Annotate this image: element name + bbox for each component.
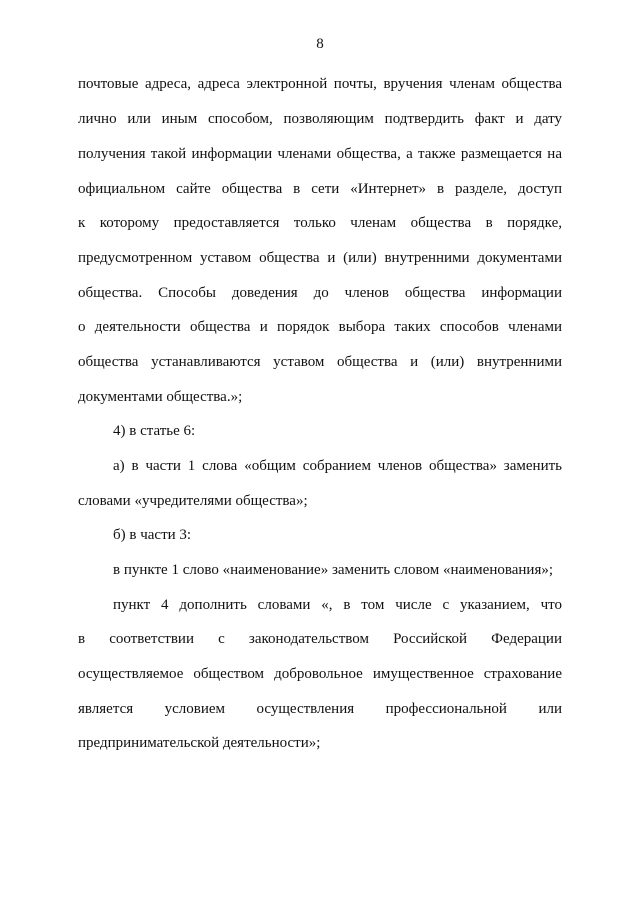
- text-line: 4) в статье 6:: [113, 423, 196, 439]
- text-line: предусмотренном уставом общества и (или) внутренними документами: [78, 250, 562, 266]
- text-line: б) в части 3:: [113, 527, 192, 543]
- text-line: общества устанавливаются уставом общества и (или) внутренними: [78, 354, 562, 370]
- text-line: почтовые адреса, адреса электронной почты, вручения членам общества: [78, 76, 562, 92]
- text-line: в соответствии с законодательством Российской Федерации: [78, 631, 562, 647]
- text-line: о деятельности общества и порядок выбора таких способов членами: [78, 319, 562, 335]
- text-line: пункт 4 дополнить словами «, в том числе с указанием, что: [113, 597, 562, 613]
- text-line: лично или иным способом, позволяющим подтвердить факт и дату: [78, 111, 562, 127]
- text-line: к которому предоставляется только членам общества в порядке,: [78, 215, 562, 231]
- text-line: предпринимательской деятельности»;: [78, 735, 321, 751]
- text-line: словами «учредителями общества»;: [78, 493, 308, 509]
- text-line: официальном сайте общества в сети «Интернет» в разделе, доступ: [78, 181, 562, 197]
- text-line: документами общества.»;: [78, 389, 243, 405]
- text-line: а) в части 1 слова «общим собранием членов общества» заменить: [113, 458, 562, 474]
- text-line: осуществляемое обществом добровольное имущественное страхование: [78, 666, 562, 682]
- page-number: 8: [316, 36, 324, 52]
- text-line: является условием осуществления профессиональной или: [78, 701, 562, 717]
- text-line: общества. Способы доведения до членов общества информации: [78, 285, 562, 301]
- text-line: получения такой информации членами общества, а также размещается на: [78, 146, 562, 162]
- text-line: в пункте 1 слово «наименование» заменить словом «наименования»;: [113, 562, 554, 578]
